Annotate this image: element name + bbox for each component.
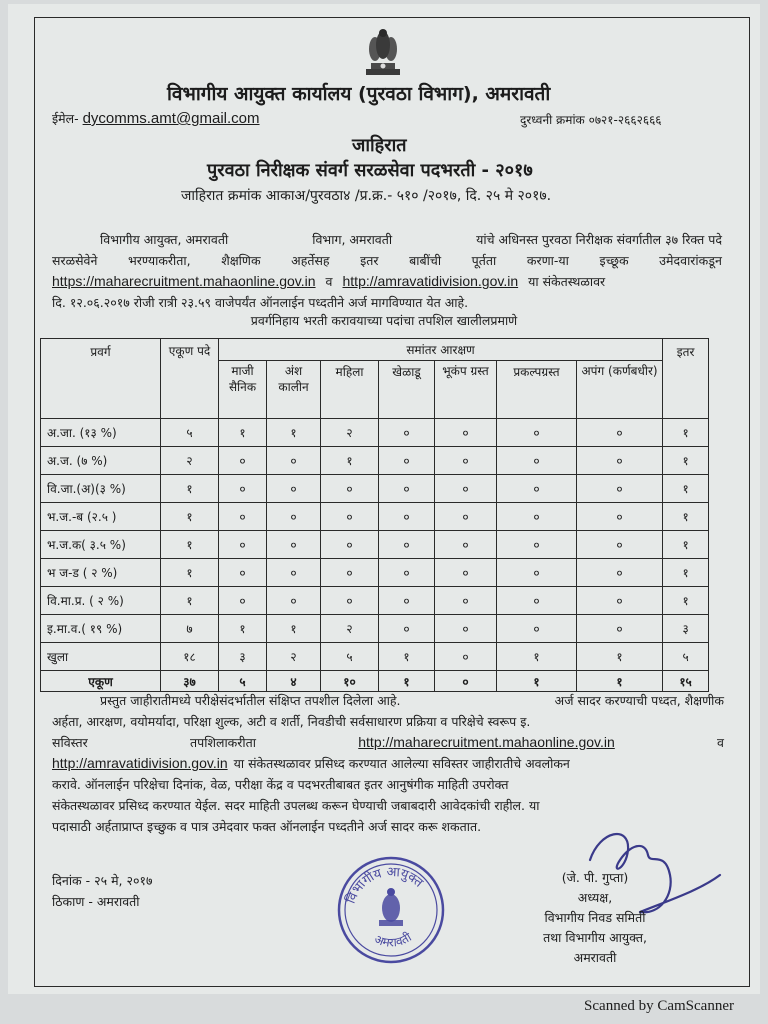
intro-text: यांचे अधिनस्त पुरवठा निरीक्षक संवर्गातील ३७ रिक्त पदे: [476, 232, 722, 247]
recruitment-subtitle: पुरवठा निरीक्षक संवर्ग सरळसेवा पदभरती - २०१७: [207, 160, 533, 181]
details-text: अर्ज सादर करण्याची पध्दत, शैक्षणीक: [554, 693, 724, 708]
total-cell: १: [379, 671, 435, 692]
amravatidivision-link[interactable]: http://amravatidivision.gov.in: [52, 755, 228, 771]
table-cell: ०: [435, 503, 497, 531]
intro-word: इतर: [360, 253, 379, 268]
table-cell: ५: [321, 643, 379, 671]
table-row: [41, 643, 709, 671]
table-cell: ०: [267, 559, 321, 587]
total-cell: ०: [435, 671, 497, 692]
and-text: व: [325, 274, 333, 289]
intro-text: विभाग, अमरावती: [312, 232, 393, 247]
signatory-role: अध्यक्ष,: [577, 890, 613, 905]
table-cell: १: [161, 587, 219, 615]
issue-place: ठिकाण - अमरावती: [52, 894, 140, 909]
header-project-affected: प्रकल्पग्रस्त: [497, 361, 577, 419]
table-cell: १: [161, 559, 219, 587]
table-row: [41, 503, 709, 531]
signatory-committee: विभागीय निवड समिती: [544, 910, 646, 925]
table-cell: ०: [219, 475, 267, 503]
row-category: इ.मा.व.( १९ %): [41, 615, 161, 643]
total-cell: १: [497, 671, 577, 692]
table-cell: ०: [435, 475, 497, 503]
header-part-time: अंश कालीन: [267, 361, 321, 419]
table-cell: ७: [161, 615, 219, 643]
table-cell: ०: [497, 447, 577, 475]
total-cell: ३७: [161, 671, 219, 692]
table-cell: ०: [321, 503, 379, 531]
header-disabled: अपंग (कर्णबधीर): [577, 361, 663, 419]
table-cell: ०: [497, 531, 577, 559]
intro-word: शैक्षणिक: [221, 253, 261, 268]
table-cell: ०: [577, 503, 663, 531]
intro-word: करणा-या: [526, 253, 569, 268]
table-cell: ०: [379, 419, 435, 447]
table-cell: ०: [577, 615, 663, 643]
table-cell: ०: [577, 447, 663, 475]
table-cell: ०: [435, 419, 497, 447]
details-text: तपशिलाकरीता: [190, 735, 256, 750]
office-title: विभागीय आयुक्त कार्यालय (पुरवठा विभाग), अमरावती: [167, 83, 551, 105]
table-row: [41, 475, 709, 503]
table-cell: २: [267, 643, 321, 671]
table-cell: ०: [267, 531, 321, 559]
table-cell: ०: [379, 475, 435, 503]
row-category: खुला: [41, 643, 161, 671]
row-category: अ.ज. (७ %): [41, 447, 161, 475]
row-category: वि.जा.(अ)(३ %): [41, 475, 161, 503]
table-row: [41, 447, 709, 475]
total-cell: १: [577, 671, 663, 692]
table-intro: प्रवर्गनिहाय भरती करावयाच्या पदांचा तपशिल खालीलप्रमाणे: [250, 313, 518, 328]
table-cell: ०: [435, 447, 497, 475]
maharecruitment-link[interactable]: https://maharecruitment.mahaonline.gov.in: [52, 273, 316, 289]
details-paragraph: [52, 690, 724, 837]
details-text: या संकेतस्थळावर प्रसिध्द करण्यात आलेल्या सविस्तर जाहीरातीचे अवलोकन: [233, 756, 570, 771]
table-total-row: [41, 671, 709, 692]
table-cell: ०: [497, 475, 577, 503]
table-cell: ०: [577, 531, 663, 559]
intro-word: अहर्तेसह: [291, 253, 330, 268]
table-row: [41, 615, 709, 643]
signatory-place: अमरावती: [573, 950, 617, 965]
table-cell: १: [663, 503, 709, 531]
table-cell: ०: [497, 587, 577, 615]
table-cell: ०: [379, 503, 435, 531]
table-row: [41, 531, 709, 559]
table-cell: ५: [161, 419, 219, 447]
table-cell: १: [267, 419, 321, 447]
total-cell: १५: [663, 671, 709, 692]
header-category: प्रवर्ग: [41, 339, 161, 419]
table-cell: ०: [379, 531, 435, 559]
header-sports: खेळाडू: [379, 361, 435, 419]
table-cell: ५: [663, 643, 709, 671]
row-category: भ.ज.-ब (२.५ ): [41, 503, 161, 531]
phone-number: दुरध्वनी क्रमांक ०७२१-२६६२६६६: [520, 113, 662, 127]
table-cell: ०: [379, 587, 435, 615]
table-cell: २: [321, 615, 379, 643]
table-cell: ०: [577, 587, 663, 615]
table-cell: १: [219, 419, 267, 447]
national-emblem-icon: [363, 25, 403, 79]
table-cell: ०: [379, 447, 435, 475]
table-cell: ०: [379, 615, 435, 643]
details-text: संकेतस्थळावर प्रसिध्द करण्यात येईल. सदर माहिती उपलब्ध करून घेण्याची जबाबदारी आवेदकांची राहील. या: [52, 798, 540, 813]
table-row: [41, 419, 709, 447]
total-cell: ४: [267, 671, 321, 692]
table-cell: १: [161, 531, 219, 559]
total-cell: ५: [219, 671, 267, 692]
table-cell: १८: [161, 643, 219, 671]
table-cell: ०: [219, 531, 267, 559]
table-cell: ०: [435, 559, 497, 587]
table-cell: ०: [321, 475, 379, 503]
details-text: प्रस्तुत जाहीरातीमध्ये परीक्षेसंदर्भातील संक्षिप्त तपशील दिलेला आहे.: [100, 693, 401, 708]
table-cell: १: [219, 615, 267, 643]
table-cell: ०: [321, 587, 379, 615]
table-cell: १: [267, 615, 321, 643]
intro-deadline: दि. १२.०६.२०१७ रोजी रात्री २३.५९ वाजेपर्यंत ऑनलाईन पध्दतीने अर्ज मागविण्यात येत आहे.: [52, 295, 469, 310]
header-women: महिला: [321, 361, 379, 419]
intro-word: उमेदवारांकडून: [659, 253, 722, 268]
header-total: एकूण पदे: [161, 339, 219, 419]
table-cell: ०: [435, 643, 497, 671]
intro-paragraph: [52, 229, 722, 313]
table-cell: ०: [219, 587, 267, 615]
table-cell: १: [663, 587, 709, 615]
table-cell: ०: [267, 587, 321, 615]
table-cell: ०: [321, 559, 379, 587]
intro-word: इच्छूक: [599, 253, 629, 268]
table-cell: १: [663, 419, 709, 447]
table-cell: १: [497, 643, 577, 671]
table-cell: ०: [267, 475, 321, 503]
details-text: अर्हता, आरक्षण, वयोमर्यादा, परिक्षा शुल्क, अटी व शर्ती, निवडीची सर्वसाधारण प्रक्रिया व परिक्षेचे स्वरूप इ.: [52, 714, 531, 729]
row-category: भ.ज.क( ३.५ %): [41, 531, 161, 559]
table-cell: १: [161, 503, 219, 531]
row-category: भ ज-ड ( २ %): [41, 559, 161, 587]
details-text: पदासाठी अर्हताप्राप्त इच्छुक व पात्र उमेदवार फक्त ऑनलाईन पध्दतीने अर्ज सादर करू शकतात.: [52, 819, 482, 834]
category-table: [40, 338, 709, 692]
table-cell: ०: [219, 503, 267, 531]
header-ex-servicemen: माजी सैनिक: [219, 361, 267, 419]
notice-reference: जाहिरात क्रमांक आकाअ/पुरवठा४ /प्र.क्र.- ५१० /२०१७, दि. २५ मे २०१७.: [181, 188, 552, 204]
table-cell: ३: [219, 643, 267, 671]
notice-heading: जाहिरात: [352, 135, 407, 156]
email-line: [52, 110, 260, 127]
issue-date: दिनांक - २५ मे, २०१७: [52, 873, 153, 888]
intro-word: भरण्याकरीता,: [128, 253, 191, 268]
table-cell: ०: [577, 419, 663, 447]
header-other: इतर: [663, 339, 709, 419]
table-cell: १: [663, 475, 709, 503]
table-cell: ०: [267, 503, 321, 531]
table-cell: २: [321, 419, 379, 447]
table-cell: ०: [497, 419, 577, 447]
row-category: अ.जा. (१३ %): [41, 419, 161, 447]
intro-word: सरळसेवेने: [52, 253, 98, 268]
details-text: सविस्तर: [52, 735, 88, 750]
table-cell: ०: [219, 447, 267, 475]
table-cell: ०: [379, 559, 435, 587]
signatory-name: (जे. पी. गुप्ता): [561, 870, 629, 885]
office-seal-icon: [335, 854, 447, 966]
table-cell: १: [321, 447, 379, 475]
scanner-watermark: Scanned by CamScanner: [584, 998, 734, 1014]
table-cell: १: [663, 447, 709, 475]
intro-word: बाबींची: [409, 253, 442, 268]
amravatidivision-link[interactable]: http://amravatidivision.gov.in: [342, 273, 519, 289]
table-cell: १: [577, 643, 663, 671]
table-cell: ०: [497, 559, 577, 587]
svg-text:विभागीय आयुक्त: विभागीय आयुक्त: [343, 864, 426, 906]
table-cell: ०: [435, 531, 497, 559]
table-cell: १: [379, 643, 435, 671]
total-label: एकूण: [41, 671, 161, 692]
svg-text:अमरावती: अमरावती: [372, 929, 414, 950]
table-cell: ०: [577, 559, 663, 587]
table-row: [41, 587, 709, 615]
table-cell: ०: [267, 447, 321, 475]
table-cell: ०: [577, 475, 663, 503]
total-cell: १०: [321, 671, 379, 692]
table-cell: १: [663, 531, 709, 559]
header-earthquake-affected: भूकंप ग्रस्त: [435, 361, 497, 419]
table-cell: ०: [497, 503, 577, 531]
table-cell: ०: [497, 615, 577, 643]
details-text: व: [717, 735, 724, 750]
signature-block: [505, 868, 685, 968]
signatory-office: तथा विभागीय आयुक्त,: [543, 930, 647, 945]
table-cell: २: [161, 447, 219, 475]
table-cell: ०: [435, 587, 497, 615]
maharecruitment-link[interactable]: http://maharecruitment.mahaonline.gov.in: [358, 734, 615, 750]
row-category: वि.मा.प्र. ( २ %): [41, 587, 161, 615]
intro-text: या संकेतस्थळावर: [528, 274, 606, 289]
intro-word: पूर्तता: [471, 253, 497, 268]
email-label: ईमेल-: [52, 111, 79, 126]
table-cell: १: [663, 559, 709, 587]
email-link[interactable]: dycomms.amt@gmail.com: [82, 110, 260, 127]
table-cell: ३: [663, 615, 709, 643]
details-text: करावे. ऑनलाईन परिक्षेचा दिनांक, वेळ, परीक्षा केंद्र व पदभरतीबाबत इतर आनुषंगीक माहिती उपरोक्त: [52, 777, 509, 792]
table-cell: १: [161, 475, 219, 503]
table-cell: ०: [321, 531, 379, 559]
table-cell: ०: [435, 615, 497, 643]
header-parallel-reservation: समांतर आरक्षण: [219, 339, 663, 361]
table-row: [41, 559, 709, 587]
table-cell: ०: [219, 559, 267, 587]
intro-text: विभागीय आयुक्त, अमरावती: [100, 232, 229, 247]
